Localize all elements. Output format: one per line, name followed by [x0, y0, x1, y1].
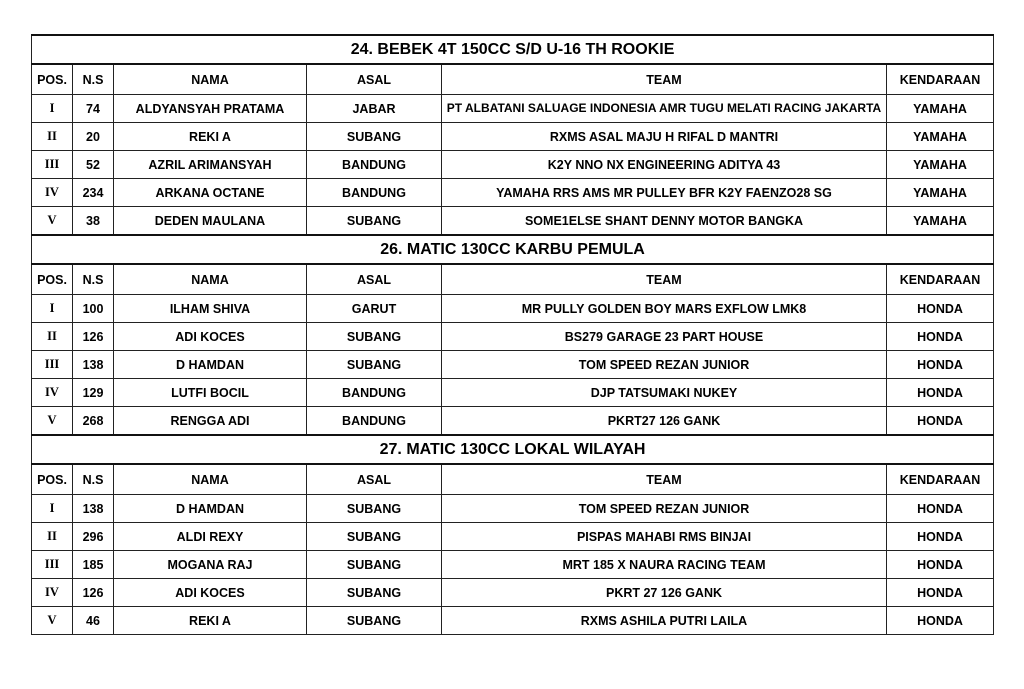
cell-kendaraan: HONDA — [887, 579, 994, 607]
table-row — [32, 123, 994, 151]
cell-kendaraan: YAMAHA — [887, 151, 994, 179]
header-kendaraan: KENDARAAN — [887, 64, 994, 95]
results-table — [31, 34, 994, 635]
cell-ns: 129 — [73, 379, 114, 407]
cell-kendaraan: YAMAHA — [887, 95, 994, 123]
cell-asal: SUBANG — [307, 207, 442, 236]
cell-pos: V — [32, 207, 73, 236]
table-row — [32, 295, 994, 323]
table-row — [32, 607, 994, 635]
header-ns: N.S — [73, 464, 114, 495]
cell-ns: 126 — [73, 579, 114, 607]
cell-kendaraan: HONDA — [887, 407, 994, 436]
cell-nama: LUTFI BOCIL — [114, 379, 307, 407]
cell-pos: I — [32, 95, 73, 123]
cell-team: PKRT27 126 GANK — [442, 407, 887, 436]
cell-team: BS279 GARAGE 23 PART HOUSE — [442, 323, 887, 351]
cell-kendaraan: HONDA — [887, 323, 994, 351]
cell-nama: D HAMDAN — [114, 351, 307, 379]
header-pos: POS. — [32, 464, 73, 495]
header-asal: ASAL — [307, 264, 442, 295]
cell-pos: III — [32, 151, 73, 179]
header-row — [32, 464, 994, 495]
cell-asal: SUBANG — [307, 495, 442, 523]
header-asal: ASAL — [307, 464, 442, 495]
cell-kendaraan: HONDA — [887, 351, 994, 379]
section-title: 24. BEBEK 4T 150CC S/D U-16 TH ROOKIE — [32, 35, 994, 64]
cell-ns: 52 — [73, 151, 114, 179]
table-row — [32, 323, 994, 351]
cell-nama: MOGANA RAJ — [114, 551, 307, 579]
cell-team: RXMS ASAL MAJU H RIFAL D MANTRI — [442, 123, 887, 151]
cell-pos: V — [32, 407, 73, 436]
header-kendaraan: KENDARAAN — [887, 464, 994, 495]
cell-team: K2Y NNO NX ENGINEERING ADITYA 43 — [442, 151, 887, 179]
header-asal: ASAL — [307, 64, 442, 95]
cell-ns: 126 — [73, 323, 114, 351]
header-team: TEAM — [442, 464, 887, 495]
cell-asal: SUBANG — [307, 523, 442, 551]
table-row — [32, 95, 994, 123]
cell-asal: BANDUNG — [307, 379, 442, 407]
cell-team: SOME1ELSE SHANT DENNY MOTOR BANGKA — [442, 207, 887, 236]
cell-nama: DEDEN MAULANA — [114, 207, 307, 236]
cell-kendaraan: YAMAHA — [887, 123, 994, 151]
cell-nama: ALDI REXY — [114, 523, 307, 551]
cell-kendaraan: HONDA — [887, 551, 994, 579]
header-nama: NAMA — [114, 64, 307, 95]
header-row — [32, 64, 994, 95]
cell-nama: REKI A — [114, 123, 307, 151]
cell-team: TOM SPEED REZAN JUNIOR — [442, 351, 887, 379]
cell-nama: ADI KOCES — [114, 323, 307, 351]
cell-ns: 138 — [73, 351, 114, 379]
header-team: TEAM — [442, 64, 887, 95]
cell-nama: D HAMDAN — [114, 495, 307, 523]
cell-kendaraan: YAMAHA — [887, 179, 994, 207]
header-pos: POS. — [32, 264, 73, 295]
header-ns: N.S — [73, 264, 114, 295]
header-row — [32, 264, 994, 295]
cell-team: MR PULLY GOLDEN BOY MARS EXFLOW LMK8 — [442, 295, 887, 323]
cell-ns: 268 — [73, 407, 114, 436]
cell-ns: 185 — [73, 551, 114, 579]
cell-ns: 74 — [73, 95, 114, 123]
header-nama: NAMA — [114, 264, 307, 295]
cell-team: TOM SPEED REZAN JUNIOR — [442, 495, 887, 523]
table-row — [32, 495, 994, 523]
cell-team: PKRT 27 126 GANK — [442, 579, 887, 607]
cell-asal: BANDUNG — [307, 151, 442, 179]
cell-asal: JABAR — [307, 95, 442, 123]
table-row — [32, 551, 994, 579]
header-kendaraan: KENDARAAN — [887, 264, 994, 295]
table-row — [32, 407, 994, 436]
cell-kendaraan: YAMAHA — [887, 207, 994, 236]
cell-pos: III — [32, 551, 73, 579]
cell-asal: BANDUNG — [307, 407, 442, 436]
cell-nama: ARKANA OCTANE — [114, 179, 307, 207]
table-row — [32, 579, 994, 607]
cell-ns: 20 — [73, 123, 114, 151]
section-26 — [32, 235, 994, 435]
table-row — [32, 379, 994, 407]
cell-team: PISPAS MAHABI RMS BINJAI — [442, 523, 887, 551]
cell-nama: ADI KOCES — [114, 579, 307, 607]
section-27 — [32, 435, 994, 635]
cell-pos: II — [32, 323, 73, 351]
section-title: 27. MATIC 130CC LOKAL WILAYAH — [32, 435, 994, 464]
cell-team: PT ALBATANI SALUAGE INDONESIA AMR TUGU MELATI RACING JAKARTA — [442, 95, 887, 123]
cell-ns: 38 — [73, 207, 114, 236]
table-row — [32, 523, 994, 551]
section-title: 26. MATIC 130CC KARBU PEMULA — [32, 235, 994, 264]
cell-asal: SUBANG — [307, 323, 442, 351]
cell-ns: 138 — [73, 495, 114, 523]
section-24 — [32, 35, 994, 235]
cell-asal: SUBANG — [307, 351, 442, 379]
cell-kendaraan: HONDA — [887, 523, 994, 551]
cell-team: MRT 185 X NAURA RACING TEAM — [442, 551, 887, 579]
cell-pos: I — [32, 495, 73, 523]
cell-pos: IV — [32, 379, 73, 407]
results-document — [31, 34, 993, 635]
header-ns: N.S — [73, 64, 114, 95]
cell-nama: REKI A — [114, 607, 307, 635]
table-row — [32, 207, 994, 236]
table-row — [32, 151, 994, 179]
cell-asal: SUBANG — [307, 551, 442, 579]
cell-kendaraan: HONDA — [887, 379, 994, 407]
cell-team: DJP TATSUMAKI NUKEY — [442, 379, 887, 407]
cell-pos: I — [32, 295, 73, 323]
cell-pos: III — [32, 351, 73, 379]
cell-nama: ALDYANSYAH PRATAMA — [114, 95, 307, 123]
cell-ns: 296 — [73, 523, 114, 551]
cell-team: YAMAHA RRS AMS MR PULLEY BFR K2Y FAENZO28 SG — [442, 179, 887, 207]
cell-pos: II — [32, 123, 73, 151]
header-team: TEAM — [442, 264, 887, 295]
cell-kendaraan: HONDA — [887, 607, 994, 635]
header-nama: NAMA — [114, 464, 307, 495]
cell-asal: SUBANG — [307, 579, 442, 607]
cell-pos: IV — [32, 579, 73, 607]
cell-asal: SUBANG — [307, 123, 442, 151]
table-row — [32, 179, 994, 207]
cell-pos: II — [32, 523, 73, 551]
cell-kendaraan: HONDA — [887, 295, 994, 323]
cell-ns: 46 — [73, 607, 114, 635]
cell-nama: ILHAM SHIVA — [114, 295, 307, 323]
cell-asal: SUBANG — [307, 607, 442, 635]
cell-asal: GARUT — [307, 295, 442, 323]
cell-nama: AZRIL ARIMANSYAH — [114, 151, 307, 179]
header-pos: POS. — [32, 64, 73, 95]
table-row — [32, 351, 994, 379]
cell-ns: 100 — [73, 295, 114, 323]
cell-asal: BANDUNG — [307, 179, 442, 207]
cell-nama: RENGGA ADI — [114, 407, 307, 436]
cell-pos: V — [32, 607, 73, 635]
cell-kendaraan: HONDA — [887, 495, 994, 523]
cell-pos: IV — [32, 179, 73, 207]
cell-ns: 234 — [73, 179, 114, 207]
cell-team: RXMS ASHILA PUTRI LAILA — [442, 607, 887, 635]
